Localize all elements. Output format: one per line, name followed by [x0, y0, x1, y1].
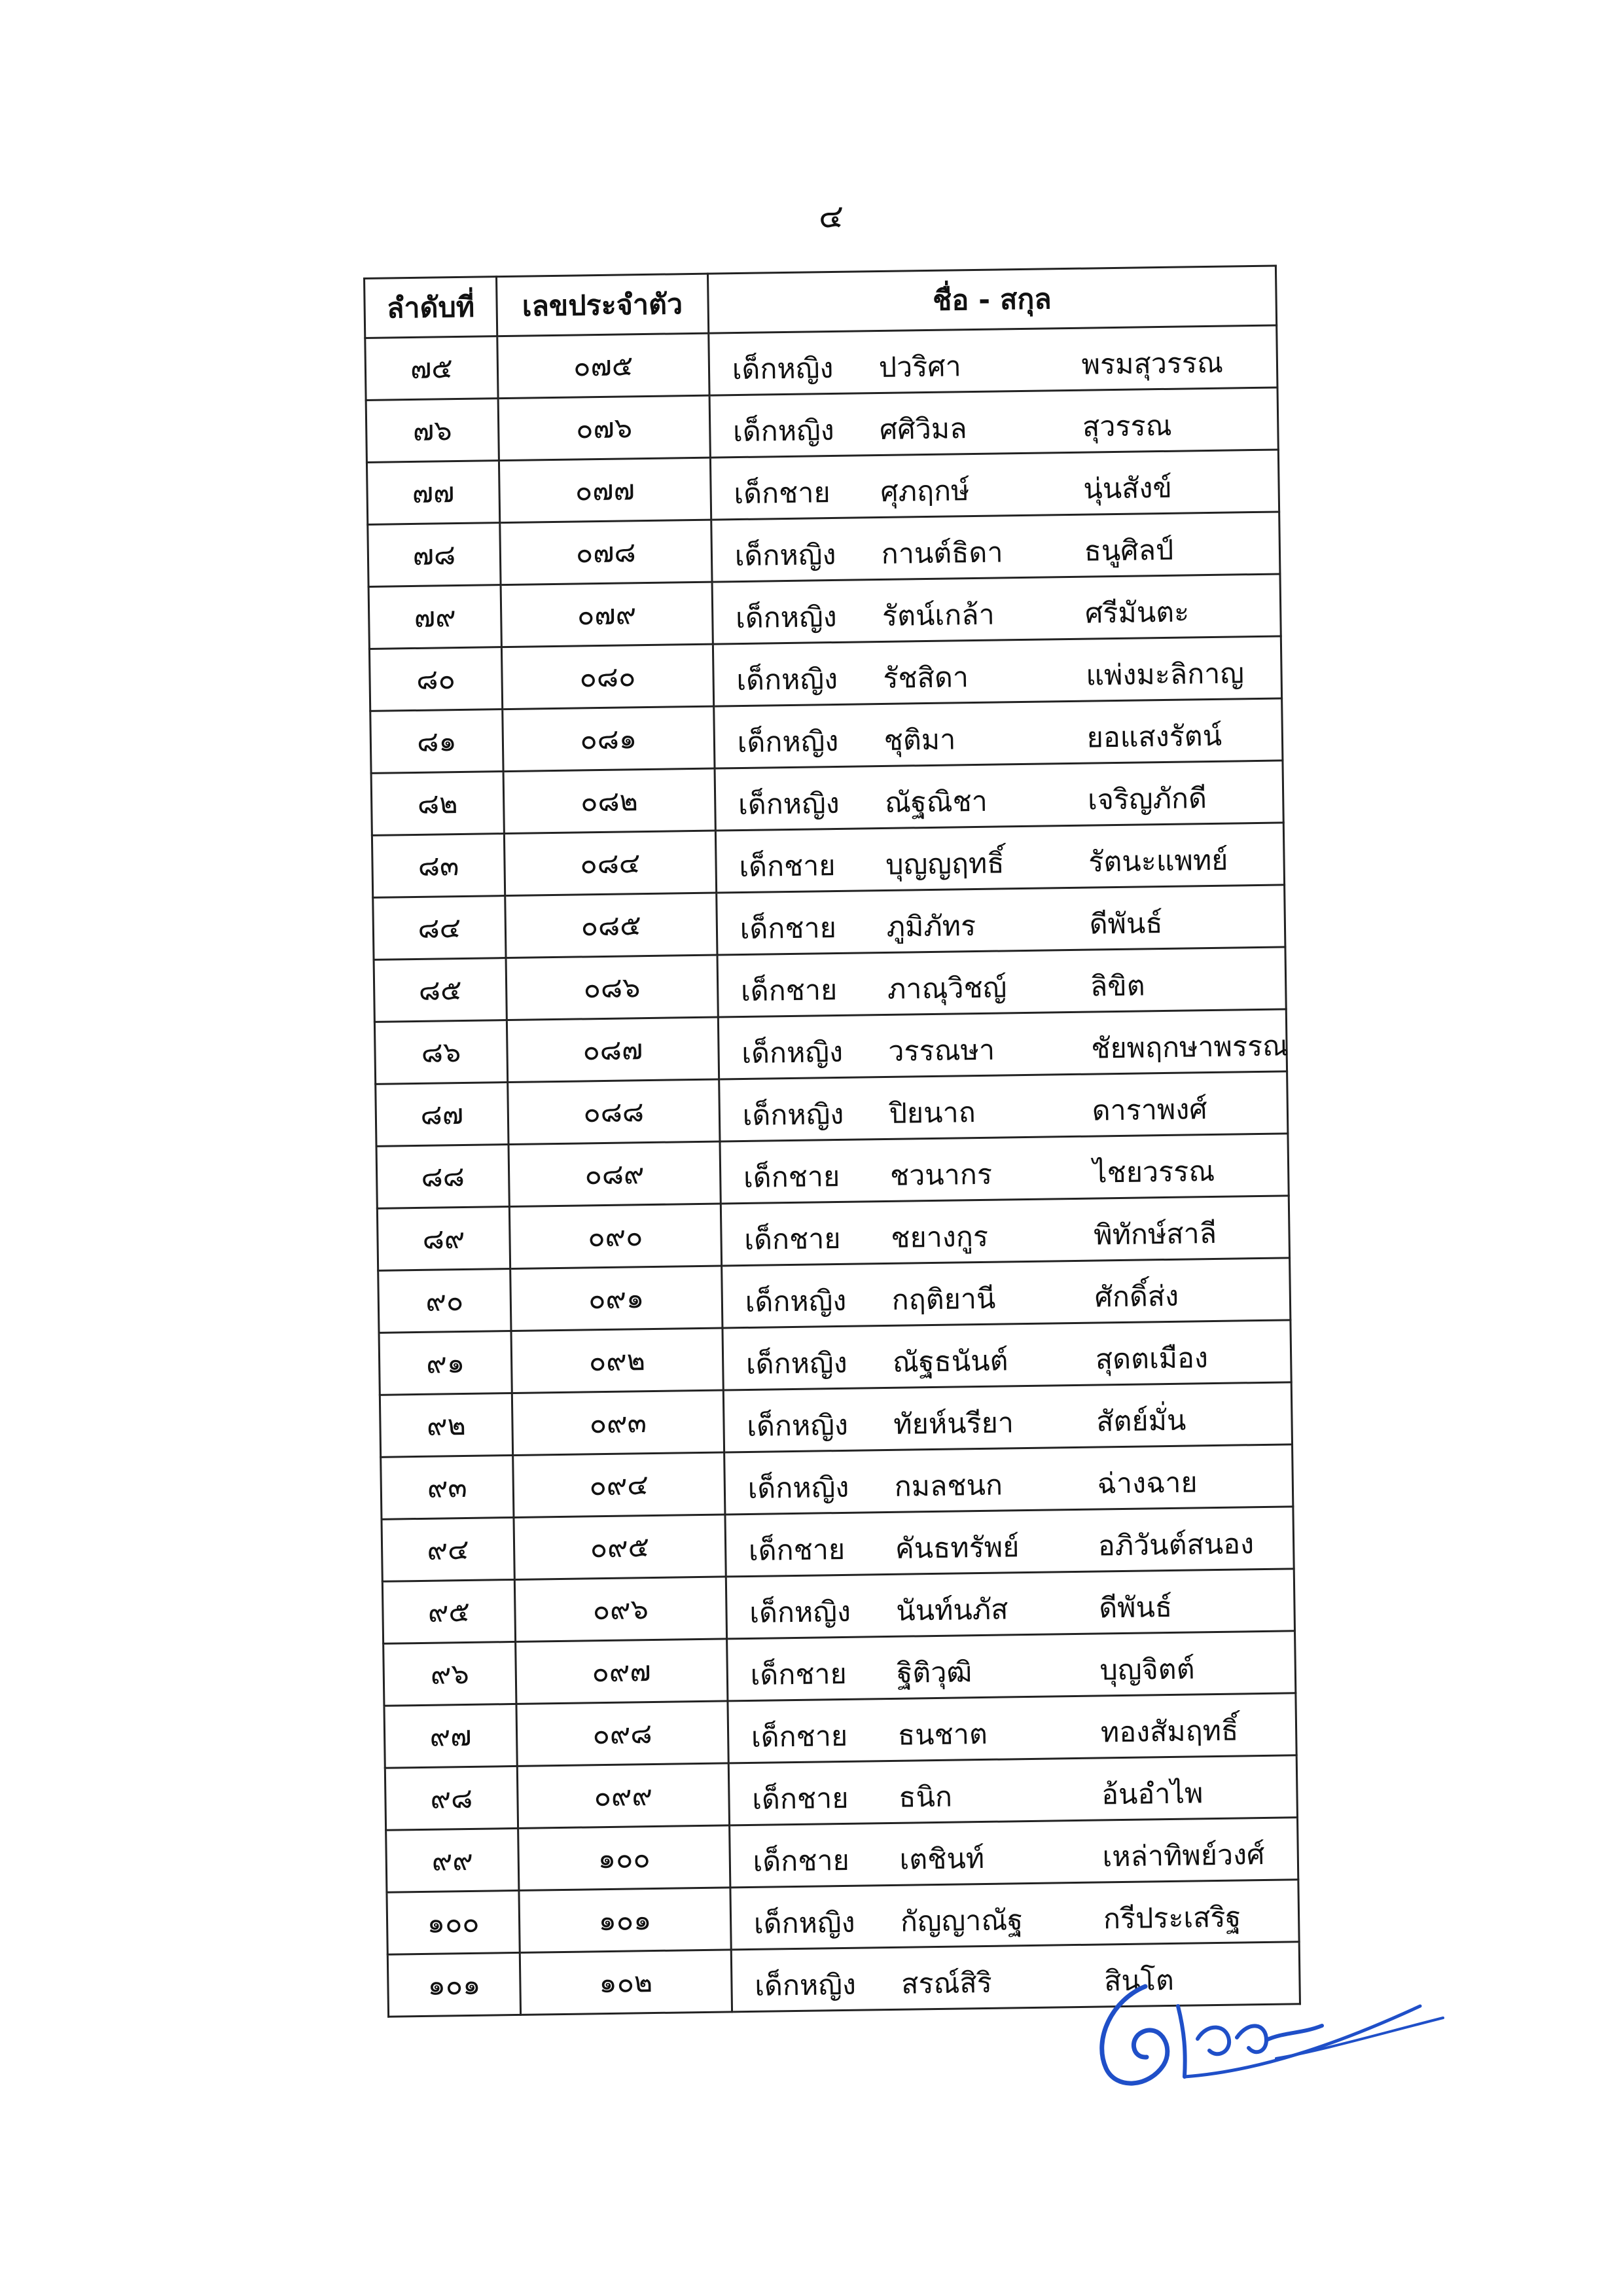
name-title: เด็กชาย [740, 973, 838, 1009]
first-name: ศุภฤกษ์ [880, 475, 970, 509]
name-title: เด็กชาย [751, 1782, 849, 1816]
first-name: ฐิติวุฒิ [897, 1656, 972, 1690]
cell-full-name [716, 885, 1285, 955]
cell-order: ๙๘ [385, 1766, 518, 1830]
cell-order: ๘๑ [370, 709, 503, 774]
cell-order: ๘๒ [371, 772, 504, 836]
cell-student-id: ๐๘๖ [506, 955, 718, 1020]
cell-student-id: ๐๙๐ [509, 1204, 721, 1268]
cell-order: ๘๕ [374, 958, 507, 1022]
last-name: ฉ่างฉาย [1097, 1466, 1198, 1501]
first-name: ชยางกูร [890, 1220, 989, 1255]
first-name: กัญญาณัฐ [900, 1904, 1024, 1939]
last-name: ธนูศิลป์ [1084, 533, 1174, 568]
cell-order: ๙๗ [384, 1704, 517, 1768]
cell-full-name [717, 947, 1286, 1017]
name-title: เด็กหญิง [745, 1284, 847, 1319]
cell-order: ๙๖ [383, 1641, 516, 1706]
cell-full-name [715, 823, 1284, 893]
cell-student-id: ๐๘๒ [503, 768, 715, 833]
last-name: แพ่งมะลิกาญ [1086, 657, 1245, 692]
cell-student-id: ๐๙๕ [514, 1515, 726, 1579]
cell-student-id: ๐๘๙ [508, 1141, 721, 1206]
cell-student-id: ๑๐๑ [519, 1888, 731, 1952]
cell-order: ๘๐ [369, 647, 502, 711]
first-name: รัชสิดา [883, 661, 969, 695]
cell-full-name [725, 1507, 1294, 1577]
last-name: ศรีมันตะ [1084, 596, 1190, 630]
cell-student-id: ๐๘๑ [503, 706, 715, 771]
name-title: เด็กหญิง [736, 662, 838, 698]
cell-student-id: ๐๙๒ [511, 1328, 723, 1393]
first-name: ธนชาต [897, 1717, 988, 1752]
cell-order: ๙๐ [378, 1269, 511, 1333]
cell-student-id: ๐๗๘ [500, 520, 712, 584]
cell-order: ๗๖ [366, 399, 499, 463]
cell-full-name [708, 325, 1277, 395]
first-name: สรณ์สิริ [901, 1966, 993, 2001]
cell-full-name [726, 1569, 1294, 1639]
first-name: ปวริศา [878, 350, 962, 385]
cell-order: ๗๘ [368, 523, 501, 587]
student-roster-table [363, 265, 1301, 2018]
cell-order: ๘๖ [374, 1020, 507, 1085]
cell-order: ๑๐๐ [387, 1890, 520, 1954]
first-name: ภาณุวิชญ์ [887, 971, 1007, 1006]
name-title: เด็กชาย [739, 850, 836, 884]
cell-order: ๘๓ [372, 834, 505, 898]
last-name: ทองสัมฤทธิ์ [1100, 1714, 1239, 1749]
first-name: ชวนากร [889, 1158, 993, 1193]
first-name: กฤติยานี [891, 1282, 996, 1317]
cell-student-id: ๐๙๔ [513, 1452, 725, 1517]
cell-student-id: ๐๙๖ [514, 1577, 726, 1641]
cell-order: ๗๕ [365, 336, 498, 401]
cell-student-id: ๐๘๔ [504, 831, 716, 895]
first-name: กานต์ธิดา [881, 536, 1003, 571]
cell-student-id: ๐๙๘ [516, 1701, 728, 1766]
cell-student-id: ๐๙๗ [516, 1639, 728, 1704]
first-name: ภูมิภัทร [886, 910, 976, 944]
signature [1086, 1960, 1453, 2104]
cell-full-name [711, 512, 1279, 582]
cell-full-name [712, 574, 1281, 644]
first-name: เตชินท์ [899, 1842, 985, 1876]
name-title: เด็กหญิง [747, 1471, 849, 1505]
cell-full-name [721, 1258, 1290, 1328]
cell-student-id: ๐๙๙ [517, 1763, 729, 1828]
cell-full-name [728, 1755, 1297, 1825]
name-title: เด็กหญิง [738, 787, 840, 822]
first-name: บุญญฤทธิ์ [885, 847, 1005, 882]
header-student-id: เลขประจำตัว [496, 274, 708, 336]
name-title: เด็กชาย [748, 1533, 846, 1568]
cell-order: ๗๗ [366, 461, 499, 525]
cell-student-id: ๐๗๖ [498, 395, 710, 460]
last-name: ศักดิ์ส่ง [1094, 1280, 1179, 1314]
cell-student-id: ๐๙๑ [510, 1266, 722, 1331]
name-title: เด็กหญิง [749, 1595, 851, 1630]
last-name: สินโต [1103, 1964, 1175, 1998]
first-name: กมลชนก [894, 1469, 1003, 1503]
cell-student-id: ๐๘๕ [505, 893, 717, 958]
cell-full-name [728, 1693, 1296, 1763]
cell-student-id: ๐๗๕ [497, 333, 709, 398]
cell-full-name [723, 1382, 1292, 1452]
last-name: สุดตเมือง [1095, 1342, 1209, 1376]
first-name: นันท์นภัส [895, 1593, 1008, 1628]
cell-full-name [729, 1818, 1298, 1888]
name-title: เด็กชาย [734, 476, 830, 511]
name-title: เด็กหญิง [734, 538, 836, 573]
name-title: เด็กหญิง [741, 1035, 844, 1071]
last-name: พรมสุวรรณ [1081, 346, 1224, 382]
last-name: สัตย์มั่น [1096, 1404, 1186, 1439]
cell-order: ๙๑ [379, 1331, 512, 1395]
cell-full-name [715, 761, 1283, 831]
last-name: นุ่นสังข์ [1083, 471, 1173, 506]
last-name: ไชยวรรณ [1092, 1155, 1215, 1190]
cell-student-id: ๑๐๒ [520, 1950, 732, 2015]
last-name: ดีพันธ์ [1098, 1590, 1173, 1625]
cell-order: ๙๕ [382, 1579, 515, 1643]
cell-student-id: ๐๗๗ [499, 457, 711, 522]
cell-order: ๙๔ [382, 1517, 514, 1581]
last-name: สุวรรณ [1082, 409, 1172, 444]
name-title: เด็กหญิง [754, 1968, 857, 2003]
cell-full-name [724, 1444, 1293, 1515]
cell-order: ๘๔ [373, 896, 506, 960]
cell-full-name [713, 698, 1282, 768]
first-name: ณัฐณิชา [884, 785, 988, 819]
first-name: วรรณษา [887, 1033, 995, 1068]
cell-student-id: ๑๐๐ [518, 1825, 730, 1890]
table-body [365, 325, 1300, 2017]
cell-student-id: ๐๗๙ [501, 582, 713, 647]
last-name: อภิวันต์สนอง [1097, 1528, 1255, 1563]
first-name: ณัฐธนันต์ [892, 1344, 1008, 1379]
cell-full-name [719, 1071, 1287, 1141]
name-title: เด็กหญิง [753, 1906, 855, 1941]
name-title: เด็กหญิง [732, 351, 834, 387]
cell-student-id: ๐๘๐ [501, 644, 713, 709]
header-full-name: ชื่อ - สกุล [707, 266, 1276, 333]
name-title: เด็กหญิง [737, 725, 839, 760]
signature-strokes [1102, 1986, 1443, 2083]
name-title: เด็กหญิง [742, 1098, 844, 1133]
first-name: ศศิวิมล [879, 412, 967, 447]
name-title: เด็กชาย [751, 1719, 848, 1754]
cell-full-name [730, 1880, 1299, 1950]
first-name: ทัยห์นรียา [893, 1407, 1014, 1441]
cell-full-name [721, 1196, 1289, 1266]
cell-order: ๘๗ [376, 1083, 508, 1147]
last-name: เจริญภักดี [1087, 782, 1207, 817]
page-number: ๔ [819, 197, 844, 235]
cell-full-name [709, 387, 1278, 457]
last-name: บุญจิตต์ [1099, 1653, 1195, 1687]
last-name: ชัยพฤกษาพรรณ [1090, 1030, 1289, 1066]
cell-student-id: ๐๙๓ [512, 1390, 724, 1455]
cell-full-name [710, 450, 1279, 520]
cell-full-name [720, 1134, 1289, 1204]
name-title: เด็กหญิง [745, 1346, 847, 1381]
cell-order: ๘๙ [377, 1207, 510, 1271]
cell-student-id: ๐๘๘ [508, 1079, 720, 1144]
cell-full-name [726, 1631, 1295, 1701]
last-name: อ้นอำไพ [1101, 1777, 1204, 1812]
last-name: พิทักษ์สาลี [1093, 1217, 1217, 1252]
last-name: ดีพันธ์ [1089, 907, 1163, 941]
last-name: กรีประเสริฐ [1103, 1901, 1241, 1936]
first-name: รัตน์เกล้า [882, 598, 995, 633]
cell-order: ๗๙ [368, 585, 501, 649]
name-title: เด็กหญิง [746, 1408, 849, 1443]
last-name: ลิขิต [1090, 969, 1146, 1003]
header-order: ลำดับที่ [365, 277, 497, 338]
first-name: คันธทรัพย์ [895, 1531, 1020, 1566]
last-name: ดาราพงศ์ [1092, 1093, 1207, 1128]
first-name: ธนิก [898, 1780, 953, 1814]
cell-order: ๘๘ [376, 1145, 509, 1209]
name-title: เด็กชาย [750, 1657, 847, 1692]
name-title: เด็กหญิง [732, 414, 835, 449]
last-name: ยอแสงรัตน์ [1086, 719, 1222, 755]
cell-full-name [718, 1009, 1287, 1079]
first-name: ชุติมา [883, 723, 956, 757]
name-title: เด็กชาย [740, 912, 837, 946]
name-title: เด็กชาย [743, 1222, 841, 1257]
name-title: เด็กหญิง [735, 600, 838, 636]
name-title: เด็กชาย [753, 1844, 850, 1878]
cell-order: ๙๙ [386, 1828, 519, 1892]
last-name: รัตนะแพทย์ [1088, 844, 1228, 879]
last-name: เหล่าทิพย์วงศ์ [1102, 1839, 1265, 1874]
first-name: ปิยนาถ [889, 1096, 976, 1130]
cell-student-id: ๐๘๗ [507, 1017, 719, 1082]
cell-order: ๙๒ [380, 1393, 512, 1457]
cell-order: ๙๓ [381, 1455, 514, 1519]
cell-order: ๑๐๑ [387, 1952, 520, 2017]
cell-full-name [713, 636, 1281, 706]
name-title: เด็กชาย [743, 1160, 840, 1195]
cell-full-name [722, 1320, 1291, 1390]
